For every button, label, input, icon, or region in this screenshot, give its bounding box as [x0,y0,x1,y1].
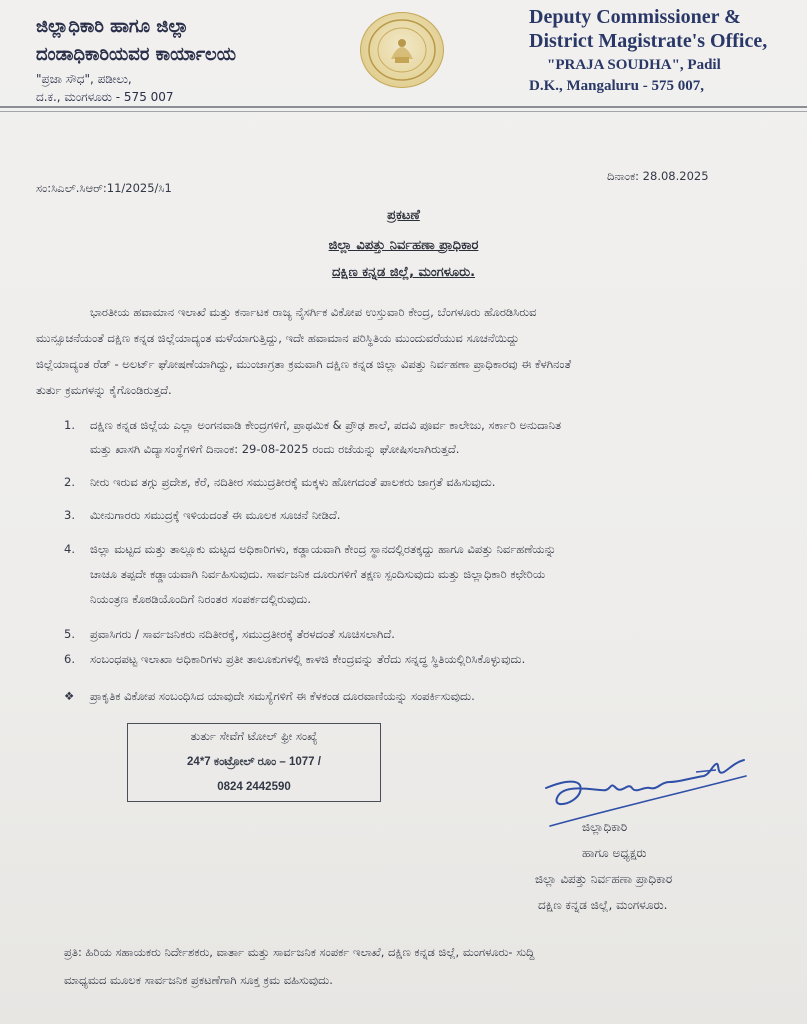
item-number: 6. [64,652,75,666]
landline-number: 0824 2442590 [217,781,291,793]
item-number: 4. [64,542,75,556]
kannada-office-title-line2: ದಂಡಾಧಿಕಾರಿಯವರ ಕಾರ್ಯಾಲಯ [36,44,236,65]
letterhead-divider-thin [0,111,807,112]
emblem-icon [361,13,443,87]
item-line: ನಿಯಂತ್ರಣ ಕೊಠಡಿಯೊಂದಿಗೆ ನಿರಂತರ ಸಂಪರ್ಕದಲ್ಲಿರುವುದು. [90,592,312,606]
english-office-title-line1: Deputy Commissioner & [529,6,741,28]
english-address-line1: "PRAJA SOUDHA", Padil [547,57,721,73]
item-number: 1. [64,418,75,432]
intro-line: ತುರ್ತು ಕ್ರಮಗಳನ್ನು ಕೈಗೊಂಡಿರುತ್ತದೆ. [36,383,172,397]
kannada-office-title-line1: ಜಿಲ್ಲಾಧಿಕಾರಿ ಹಾಗೂ ಜಿಲ್ಲಾ [36,16,189,37]
control-room-number: 24*7 ಕಂಟ್ರೋಲ್ ರೂಂ – 1077 / [187,756,321,768]
district-name: ದಕ್ಷಿಣ ಕನ್ನಡ ಜಿಲ್ಲೆ, ಮಂಗಳೂರು. [331,265,476,280]
kannada-address-line2: ದ.ಕ., ಮಂಗಳೂರು - 575 007 [36,90,174,104]
diamond-bullet-icon: ❖ [64,689,75,703]
signature-scribble [540,752,750,832]
signatory-role: ಹಾಗೂ ಅಧ್ಯಕ್ಷರು [582,846,647,860]
english-office-title-line2: District Magistrate's Office, [529,30,768,52]
item-line: ಮೀನುಗಾರರು ಸಮುದ್ರಕ್ಕೆ ಇಳಿಯದಂತೆ ಈ ಮೂಲಕ ಸೂಚನೆ ನೀಡಿದೆ. [90,508,341,522]
helpline-title: ತುರ್ತು ಸೇವೆಗೆ ಟೋಲ್ ಫ್ರೀ ಸಂಖ್ಯೆ [190,729,318,743]
item-line: ಸಂಬಂಧಪಟ್ಟ ಇಲಾಖಾ ಅಧಿಕಾರಿಗಳು ಪ್ರತೀ ತಾಲೂಕುಗಳಲ್ಲಿ ಕಾಳಜಿ ಕೇಂದ್ರವನ್ನು ತೆರೆದು ಸನ್ನದ್ಧ ಸ್ಥಿತಿಯಲ್ಲಿರಿಸಿಕೊಳ್ಳುವುದು. [90,652,526,666]
kannada-address-line1: "ಪ್ರಜಾ ಸೌಧ", ಪಡೀಲು, [36,72,132,86]
signatory-district: ದಕ್ಷಿಣ ಕನ್ನಡ ಜಿಲ್ಲೆ, ಮಂಗಳೂರು. [538,898,668,912]
intro-line: ಭಾರತೀಯ ಹವಾಮಾನ ಇಲಾಖೆ ಮತ್ತು ಕರ್ನಾಟಕ ರಾಜ್ಯ ನೈಸರ್ಗಿಕ ವಿಕೋಪ ಉಸ್ತುವಾರಿ ಕೇಂದ್ರ, ಬೆಂಗಳೂರು ಹೊರಡಿಸಿರುವ [90,305,537,319]
authority-name: ಜಿಲ್ಲಾ ವಿಪತ್ತು ನಿರ್ವಹಣಾ ಪ್ರಾಧಿಕಾರ [328,238,479,253]
item-number: 3. [64,508,75,522]
letterhead-divider [0,106,807,108]
state-emblem-seal [360,12,444,88]
signatory-designation: ಜಿಲ್ಲಾಧಿಕಾರಿ [582,820,628,834]
copy-to-line2: ಮಾಧ್ಯಮದ ಮೂಲಕ ಸಾರ್ವಜನಿಕ ಪ್ರಕಟಣೆಗಾಗಿ ಸೂಕ್ತ ಕ್ರಮ ವಹಿಸುವುದು. [64,973,333,987]
item-line: ಜಿಲ್ಲಾ ಮಟ್ಟದ ಮತ್ತು ತಾಲ್ಲೂಕು ಮಟ್ಟದ ಅಧಿಕಾರಿಗಳು, ಕಡ್ಡಾಯವಾಗಿ ಕೇಂದ್ರ ಸ್ಥಾನದಲ್ಲಿರತಕ್ಕದ್ದು ಹಾಗೂ ವಿಪತ್ತು ನಿರ್ವಹಣೆಯನ್ನು [90,542,557,556]
item-number: 5. [64,627,75,641]
notice-date: ದಿನಾಂಕ: 28.08.2025 [607,169,709,183]
contact-instruction: ಪ್ರಾಕೃತಿಕ ವಿಕೋಪ ಸಂಬಂಧಿಸಿದ ಯಾವುದೇ ಸಮಸ್ಯೆಗಳಿಗೆ ಈ ಕೆಳಕಂಡ ದೂರವಾಣಿಯನ್ನು ಸಂಪರ್ಕಿಸುವುದು. [90,689,475,703]
intro-line: ಮುನ್ಸೂಚನೆಯಂತೆ ದಕ್ಷಿಣ ಕನ್ನಡ ಜಿಲ್ಲೆಯಾದ್ಯಂತ ಮಳೆಯಾಗುತ್ತಿದ್ದು, ಇದೇ ಹವಾಮಾನ ಪರಿಸ್ಥಿತಿಯ ಮುಂದುವರೆಯುವ ಸೂಚನೆಯಿದ್ದು [36,331,520,345]
intro-line: ಜಿಲ್ಲೆಯಾದ್ಯಂತ ರೆಡ್ - ಅಲರ್ಟ್ ಘೋಷಣೆಯಾಗಿದ್ದು, ಮುಂಜಾಗ್ರತಾ ಕ್ರಮವಾಗಿ ದಕ್ಷಿಣ ಕನ್ನಡ ಜಿಲ್ಲಾ ವಿಪತ್ತು ನಿರ್ವಹಣಾ ಪ್ರಾಧಿಕಾರವು ಈ ಕೆಳಗಿನಂತೆ [36,357,572,371]
copy-to-line1: ಪ್ರತಿ: ಹಿರಿಯ ಸಹಾಯಕರು ನಿರ್ದೇಶಕರು, ವಾರ್ತಾ ಮತ್ತು ಸಾರ್ವಜನಿಕ ಸಂಪರ್ಕ ಇಲಾಖೆ, ದಕ್ಷಿಣ ಕನ್ನಡ ಜಿಲ್ಲೆ, ಮಂಗಳೂರು- ಸುದ್ದಿ [64,945,535,959]
item-number: 2. [64,475,75,489]
notice-heading: ಪ್ರಕಟಣೆ [387,208,420,223]
item-line: ನೀರು ಇರುವ ತಗ್ಗು ಪ್ರದೇಶ, ಕೆರೆ, ನದಿತೀರ ಸಮುದ್ರತೀರಕ್ಕೆ ಮಕ್ಕಳು ಹೋಗದಂತೆ ಪಾಲಕರು ಜಾಗ್ರತೆ ವಹಿಸುವುದು. [90,475,496,489]
reference-number: ಸಂ:ಸಿಎಲ್.ಸಿಆರ್:11/2025/ಸಿ1 [36,181,172,195]
item-line: ದಕ್ಷಿಣ ಕನ್ನಡ ಜಿಲ್ಲೆಯ ಎಲ್ಲಾ ಅಂಗನವಾಡಿ ಕೇಂದ್ರಗಳಿಗೆ, ಪ್ರಾಥಮಿಕ & ಪ್ರೌಢ ಶಾಲೆ, ಪದವಿ ಪೂರ್ವ ಕಾಲೇಜು, ಸರ್ಕಾರಿ ಅನುದಾನಿತ [90,418,562,432]
helpline-box [127,723,381,802]
item-line: ಪ್ರವಾಸಿಗರು / ಸಾರ್ವಜನಿಕರು ನದಿತೀರಕ್ಕೆ, ಸಮುದ್ರತೀರಕ್ಕೆ ತೆರಳದಂತೆ ಸೂಚಿಸಲಾಗಿದೆ. [90,627,395,641]
item-line: ಚಾಚೂ ತಪ್ಪದೇ ಕಡ್ಡಾಯವಾಗಿ ನಿರ್ವಹಿಸುವುದು. ಸಾರ್ವಜನಿಕ ದೂರುಗಳಿಗೆ ತಕ್ಷಣ ಸ್ಪಂದಿಸುವುದು ಮತ್ತು ಜಿಲ್ಲಾಧಿಕಾರಿ ಕಛೇರಿಯ [90,567,546,581]
signatory-authority: ಜಿಲ್ಲಾ ವಿಪತ್ತು ನಿರ್ವಹಣಾ ಪ್ರಾಧಿಕಾರ [535,872,673,886]
english-address-line2: D.K., Mangaluru - 575 007, [529,78,705,94]
item-line: ಮತ್ತು ಖಾಸಗಿ ವಿದ್ಯಾಸಂಸ್ಥೆಗಳಿಗೆ ದಿನಾಂಕ: 29-08-2025 ರಂದು ರಜೆಯನ್ನು ಘೋಷಿಸಲಾಗಿರುತ್ತದೆ. [90,442,460,456]
